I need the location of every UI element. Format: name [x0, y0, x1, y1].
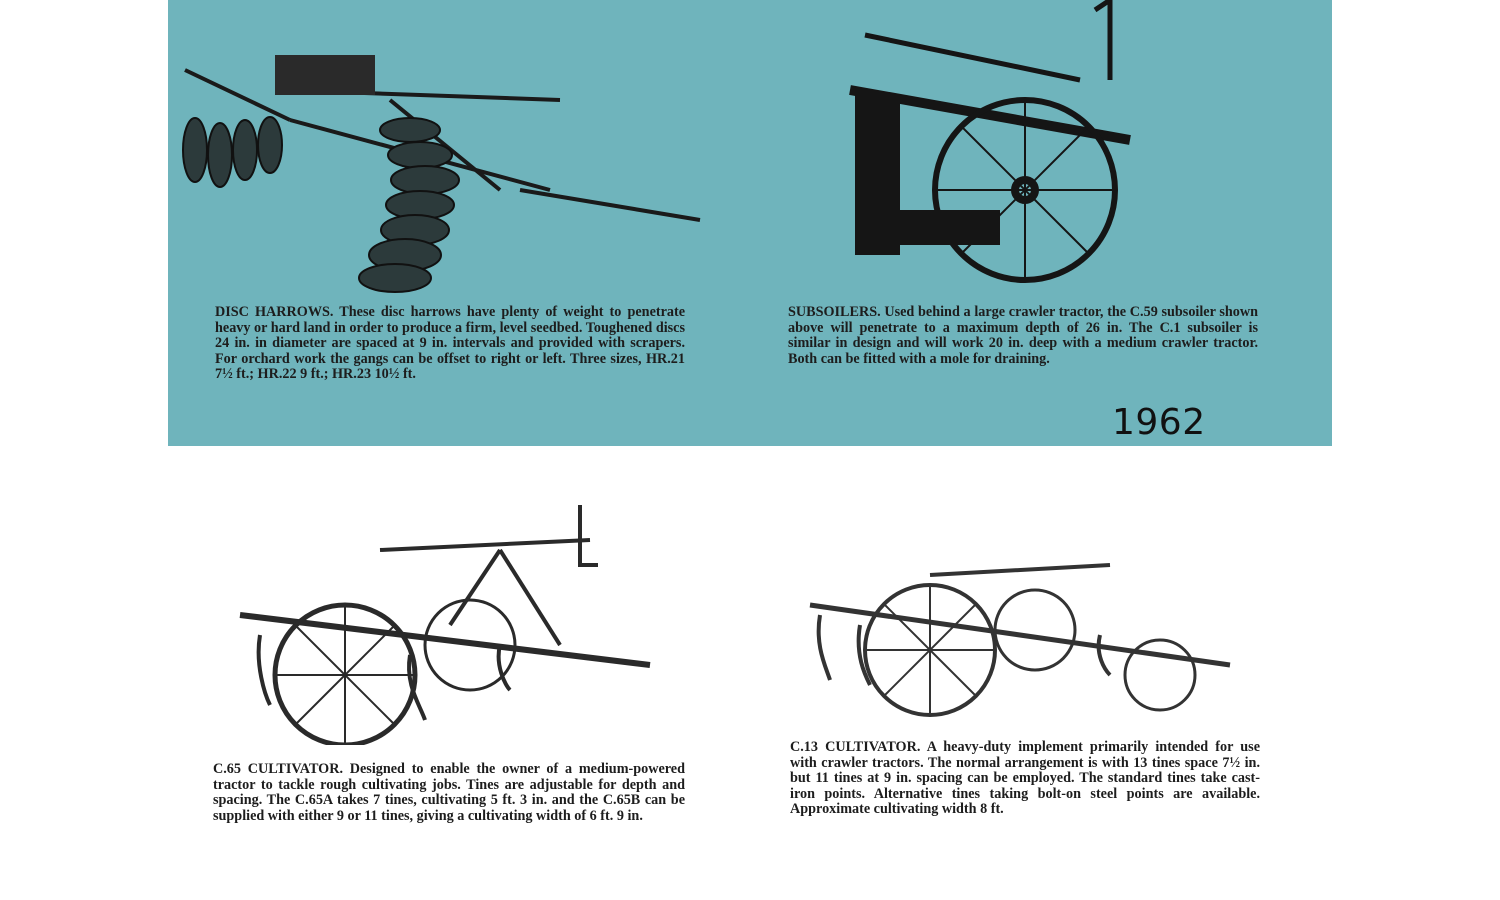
disc-harrow-illustration — [170, 40, 710, 295]
year-label: 1962 — [1112, 402, 1206, 443]
c13-cultivator-illustration — [800, 535, 1240, 725]
c13-cultivator-caption: C.13 CULTIVATOR. A heavy-duty implement primarily intended for use with crawler tractors. The normal arrangement is with 13 tines space 7½ in. but 11 tines at 9 in. spacing can be employed. The standard tines take cast-iron points. Alternative tines taking bolt-on steel points are available. Approximate cultivating width 8 ft. — [790, 739, 1260, 818]
subsoiler-illustration — [840, 0, 1150, 290]
disc-harrows-caption: DISC HARROWS. These disc harrows have plenty of weight to penetrate heavy or hard land in order to produce a firm, level seedbed. Toughened discs 24 in. in diameter are spaced at 9 in. intervals and provided with scrapers. For orchard work the gangs can be offset to right or left. Three sizes, HR.21 7½ ft.; HR.22 9 ft.; HR.23 10½ ft. — [215, 304, 685, 383]
c65-cultivator-caption: C.65 CULTIVATOR. Designed to enable the owner of a medium-powered tractor to tackle rough cultivating jobs. Tines are adjustable for depth and spacing. The C.65A takes 7 tines, cultivating 5 ft. 3 in. and the C.65B can be supplied with either 9 or 11 tines, giving a cultivating width of 6 ft. 9 in. — [213, 761, 685, 824]
c65-cultivator-illustration — [230, 505, 670, 745]
subsoilers-caption: SUBSOILERS. Used behind a large crawler tractor, the C.59 subsoiler shown above will penetrate to a maximum depth of 26 in. The C.1 subsoiler is similar in design and will work 20 in. deep with a medium crawler tractor. Both can be fitted with a mole for draining. — [788, 304, 1258, 367]
